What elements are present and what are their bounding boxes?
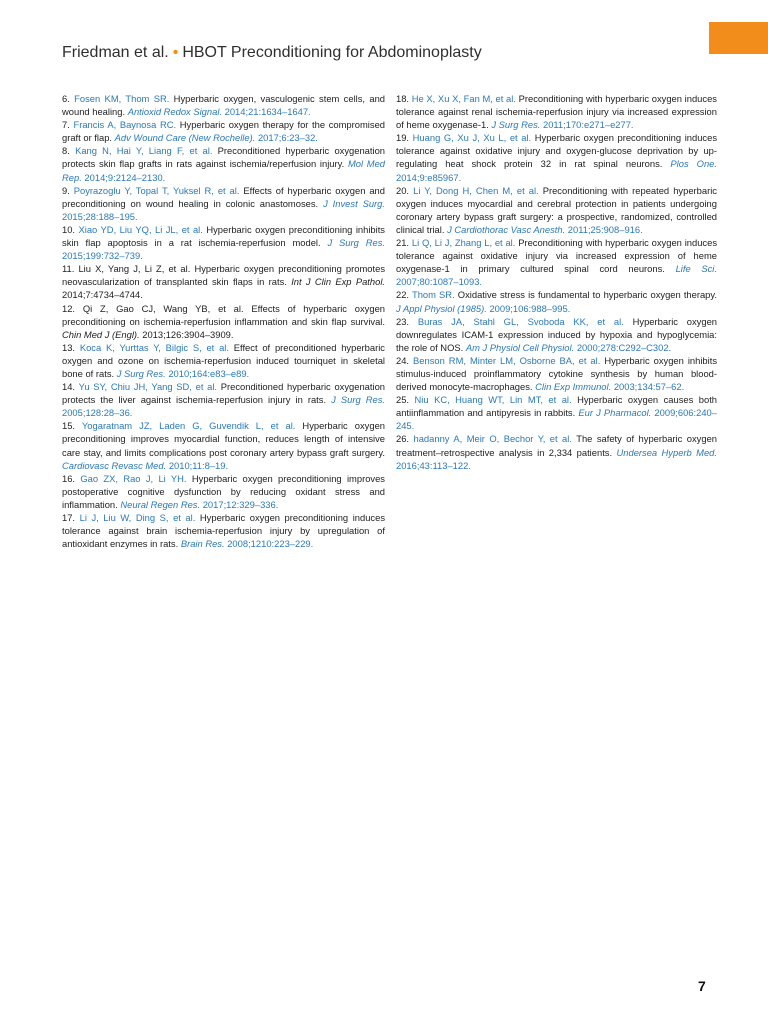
reference-number: 10.	[62, 223, 76, 235]
reference-title: Hyperbaric oxygen preconditioning promotes neovascularization of transplanted skin flaps in rats.	[62, 263, 386, 288]
reference-title: Preconditioning with hyperbaric oxygen induces tolerance against renal ischemia-reperfusion injury via increased expression of heme oxygenase-1.	[396, 93, 717, 131]
reference-number: 8.	[62, 145, 70, 157]
reference-journal[interactable]: Undersea Hyperb Med.	[616, 446, 717, 458]
reference-item	[396, 393, 717, 432]
reference-item	[62, 302, 385, 341]
reference-citation: 2015;199:732–739.	[62, 250, 143, 262]
reference-item	[396, 92, 717, 131]
reference-number: 19.	[396, 132, 410, 144]
reference-journal[interactable]: J Surg Res.	[491, 119, 541, 131]
reference-journal[interactable]: Neural Regen Res.	[120, 498, 201, 510]
reference-authors[interactable]: Yogaratnam JZ, Laden G, Guvendik L, et al.	[81, 420, 296, 432]
reference-number: 20.	[396, 184, 410, 196]
reference-citation: 2013;126:3904–3909.	[142, 328, 234, 340]
reference-number: 12.	[62, 302, 76, 314]
reference-number: 6.	[62, 93, 70, 104]
reference-item	[396, 236, 717, 288]
reference-number: 22.	[396, 289, 410, 301]
page-number: 7	[698, 978, 706, 994]
reference-citation: 2011;170:e271–e277.	[542, 119, 634, 131]
reference-title: The safety of hyperbaric oxygen treatment–retrospective analysis in 2,334 patients.	[396, 433, 718, 458]
reference-journal[interactable]: Cardiovasc Revasc Med.	[62, 459, 167, 471]
reference-citation: 2017;6:23–32.	[257, 132, 318, 144]
reference-title: Hyperbaric oxygen preconditioning improves myocardial function, reduces length of intensive care stay, and limits complications post coronary artery bypass graft surgery.	[62, 420, 386, 458]
reference-item	[62, 118, 385, 144]
reference-title: Oxidative stress is fundamental to hyperbaric oxygen therapy.	[457, 289, 717, 301]
reference-title: Hyperbaric oxygen preconditioning induces tolerance against oxidative injury and oxygen-glucose deprivation by up-regulating heat shock protein 32 in rat spinal neurons.	[396, 132, 718, 170]
reference-journal[interactable]: Int J Clin Exp Pathol.	[291, 276, 386, 288]
reference-authors[interactable]: Fosen KM, Thom SR.	[74, 93, 170, 104]
reference-journal[interactable]: Brain Res.	[180, 538, 225, 550]
reference-authors[interactable]: Poyrazoglu Y, Topal T, Yuksel R, et al.	[73, 184, 240, 196]
reference-citation: 2011;25:908–916.	[567, 223, 643, 235]
reference-journal[interactable]: Chin Med J (Engl).	[62, 328, 140, 340]
reference-number: 24.	[396, 354, 410, 366]
reference-number: 9.	[62, 184, 70, 196]
reference-authors[interactable]: hadanny A, Meir O, Bechor Y, et al.	[413, 433, 572, 445]
reference-number: 21.	[396, 237, 410, 249]
reference-number: 25.	[396, 394, 410, 406]
reference-title: Preconditioned hyperbaric oxygenation protects the liver against ischemia-reperfusion injury in rats.	[62, 381, 386, 406]
reference-journal[interactable]: Life Sci.	[675, 263, 717, 275]
reference-authors[interactable]: Thom SR.	[411, 289, 455, 301]
reference-citation: 2003;134:57–62.	[613, 381, 685, 393]
reference-item	[396, 131, 717, 183]
reference-item	[62, 380, 385, 419]
reference-authors[interactable]: Li J, Liu W, Ding S, et al.	[79, 512, 196, 523]
header-authors: Friedman et al.	[62, 44, 169, 61]
header-accent-tab	[709, 22, 768, 54]
reference-item	[62, 262, 385, 301]
reference-journal[interactable]: J Surg Res.	[331, 394, 385, 406]
reference-title: Preconditioning with repeated hyperbaric oxygen induces myocardial and cerebral protection in patients undergoing coronary artery bypass graft surgery: a prospective, randomized, controlled clinical trial.	[396, 184, 717, 235]
reference-journal[interactable]: J Appl Physiol (1985).	[396, 302, 487, 314]
reference-title: Effects of hyperbaric oxygen and preconditioning on wound healing in colonic anastomoses.	[62, 184, 385, 209]
reference-citation: 2008;1210:223–229.	[227, 538, 314, 550]
reference-title: Hyperbaric oxygen preconditioning induces tolerance against brain ischemia-reperfusion injury by upregulation of antioxidant enzymes in rats.	[62, 512, 386, 550]
reference-number: 26.	[396, 433, 410, 445]
reference-authors[interactable]: He X, Xu X, Fan M, et al.	[411, 93, 516, 104]
reference-citation: 2014;21:1634–1647.	[224, 106, 311, 118]
reference-title: Hyperbaric oxygen inhibits stimulus-induced proinflammatory cytokine synthesis by human blood-derived monocyte-macrophages.	[396, 354, 718, 393]
reference-journal[interactable]: J Cardiothorac Vasc Anesth.	[447, 223, 566, 235]
reference-title: Hyperbaric oxygen downregulates ICAM-1 expression induced by hypoxia and hypoglycemia: the role of NOS.	[396, 315, 718, 353]
reference-title: Effects of hyperbaric oxygen preconditioning on ischemia-reperfusion inflammation and skin flap survival.	[62, 302, 386, 327]
reference-title: Hyperbaric oxygen preconditioning inhibits skin flap apoptosis in a rat ischemia-reperfusion model.	[62, 223, 385, 249]
reference-authors[interactable]: Qi Z, Gao CJ, Wang YB, et al.	[82, 302, 244, 314]
reference-authors[interactable]: Li Y, Dong H, Chen M, et al.	[413, 184, 539, 196]
reference-authors[interactable]: Xiao YD, Liu YQ, Li JL, et al.	[78, 223, 203, 235]
reference-title: Hyperbaric oxygen therapy for the compromised graft or flap.	[62, 119, 385, 144]
reference-citation: 2014;7:4734–4744.	[62, 289, 143, 301]
reference-authors[interactable]: Niu KC, Huang WT, Lin MT, et al.	[414, 394, 572, 406]
reference-citation: 2009;106:988–995.	[489, 302, 571, 314]
running-header	[62, 44, 482, 62]
reference-item	[396, 315, 717, 354]
reference-authors[interactable]: Francis A, Baynosa RC.	[73, 119, 177, 131]
reference-citation: 2017;12:329–336.	[202, 498, 279, 510]
reference-citation: 2014;9:2124–2130.	[84, 171, 166, 183]
reference-citation: 2010;11:8–19.	[168, 459, 229, 471]
reference-journal[interactable]: Eur J Pharmacol.	[578, 407, 652, 419]
reference-item	[62, 92, 385, 118]
reference-citation: 2015;28:188–195.	[62, 210, 138, 222]
reference-journal[interactable]: Mol Med Rep.	[62, 158, 386, 183]
reference-journal[interactable]: Plos One.	[670, 158, 718, 170]
reference-number: 23.	[396, 315, 410, 327]
reference-item	[62, 223, 385, 262]
reference-authors[interactable]: Benson RM, Minter LM, Osborne BA, et al.	[413, 354, 601, 366]
reference-citation: 2005;128:28–36.	[62, 407, 133, 419]
reference-number: 14.	[62, 381, 76, 393]
reference-item	[62, 341, 385, 380]
references-left-column	[62, 92, 385, 550]
reference-title: Preconditioning with hyperbaric oxygen induces tolerance against oxidative injury via increased expression of heme oxygenase-1 in primary cultured spinal cord neurons.	[396, 237, 718, 275]
reference-authors[interactable]: Liu X, Yang J, Li Z, et al.	[78, 263, 191, 275]
reference-item	[396, 288, 717, 314]
reference-number: 17.	[62, 512, 76, 523]
reference-journal[interactable]: J Surg Res.	[116, 367, 166, 379]
reference-citation: 2009;606:240–245.	[396, 407, 717, 432]
reference-item	[396, 432, 717, 471]
reference-citation: 2016;43:113–122.	[396, 459, 471, 471]
reference-authors[interactable]: Li Q, Li J, Zhang L, et al.	[411, 237, 516, 249]
reference-item	[62, 511, 385, 550]
reference-authors[interactable]: Huang G, Xu J, Xu L, et al.	[412, 132, 532, 144]
reference-authors[interactable]: Yu SY, Chiu JH, Yang SD, et al.	[78, 381, 218, 393]
reference-number: 13.	[62, 341, 76, 353]
reference-journal[interactable]: Adv Wound Care (New Rochelle).	[114, 132, 256, 144]
reference-number: 15.	[62, 420, 76, 432]
reference-item	[62, 472, 385, 511]
reference-authors[interactable]: Koca K, Yurttas Y, Bilgic S, et al.	[79, 341, 229, 353]
reference-title: Preconditioned hyperbaric oxygenation protects skin flap grafts in rats against ischemia/reperfusion injury.	[62, 145, 386, 170]
reference-number: 7.	[62, 119, 70, 131]
reference-title: Hyperbaric oxygen preconditioning improves postoperative cognitive dysfunction by reducing oxidant stress and inflammation.	[62, 472, 385, 510]
reference-journal[interactable]: Clin Exp Immunol.	[535, 381, 612, 393]
reference-item	[396, 184, 717, 236]
reference-item	[62, 144, 385, 183]
reference-journal[interactable]: Antioxid Redox Signal.	[127, 106, 223, 118]
reference-citation: 2014;9:e85967.	[396, 171, 462, 183]
reference-journal[interactable]: Am J Physiol Cell Physiol.	[465, 341, 575, 353]
reference-authors[interactable]: Buras JA, Stahl GL, Svoboda KK, et al.	[417, 315, 624, 327]
reference-item	[62, 184, 385, 223]
header-separator: •	[172, 44, 179, 61]
reference-number: 16.	[62, 472, 76, 484]
reference-number: 11.	[62, 263, 75, 275]
reference-authors[interactable]: Gao ZX, Rao J, Li YH.	[80, 472, 187, 484]
reference-number: 18.	[396, 93, 410, 104]
reference-citation: 2010;164:e83–e89.	[168, 367, 250, 379]
reference-title: Effect of preconditioned hyperbaric oxygen and ozone on ischemia-reperfusion induced tourniquet in skeletal bone of rats.	[62, 341, 385, 379]
reference-authors[interactable]: Kang N, Hai Y, Liang F, et al.	[75, 145, 213, 157]
reference-item	[396, 354, 717, 393]
header-title: HBOT Preconditioning for Abdominoplasty	[182, 44, 482, 61]
references-right-column	[396, 92, 717, 472]
reference-citation: 2007;80:1087–1093.	[396, 276, 483, 288]
reference-title: Hyperbaric oxygen causes both antiinflammation and antipyresis in rabbits.	[396, 394, 718, 419]
reference-journal[interactable]: J Surg Res.	[327, 237, 385, 249]
reference-title: Hyperbaric oxygen, vasculogenic stem cells, and wound healing.	[62, 93, 386, 118]
reference-item	[62, 419, 385, 471]
reference-journal[interactable]: J Invest Surg.	[323, 197, 385, 209]
reference-citation: 2000;278:C292–C302.	[576, 341, 672, 353]
